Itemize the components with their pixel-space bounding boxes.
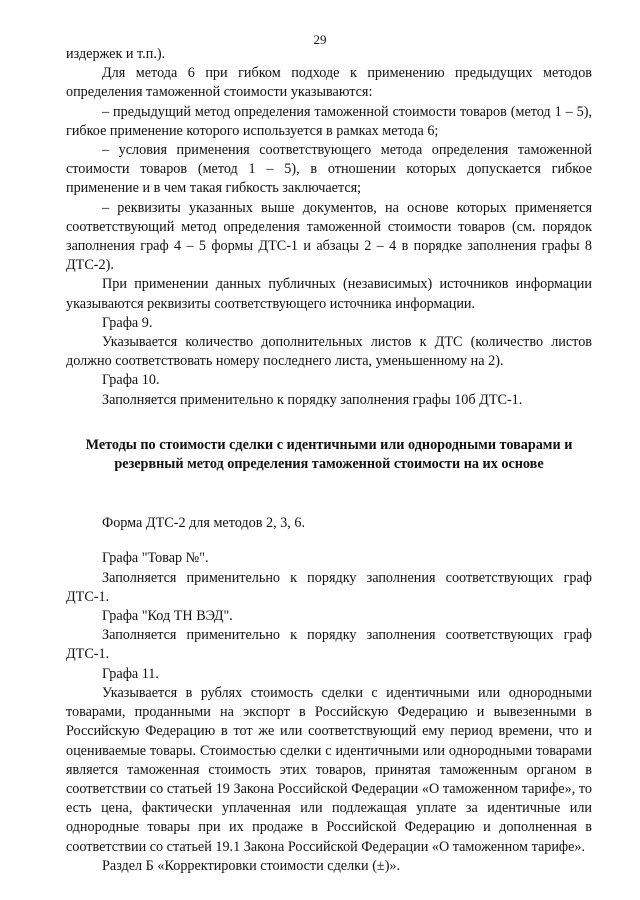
paragraph-field-9: Указывается количество дополнительных листов к ДТС (количество листов должно соответствовать номеру последнего листа, уменьшенному на 2). xyxy=(66,334,592,370)
paragraph-method-6: Для метода 6 при гибком подходе к применению предыдущих методов определения таможенной стоимости указываются: xyxy=(66,65,592,101)
paragraph-tn-ved: Заполняется применительно к порядку заполнения соответствующих граф ДТС-1. xyxy=(66,627,592,663)
field-heading-tn-ved: Графа "Код ТН ВЭД". xyxy=(102,608,233,625)
list-item-requisites: – реквизиты указанных выше документов, на основе которых применяется соответствующий метод определения таможенной стоимости товаров (см. порядок заполнения граф 4 – 5 формы ДТС-1 и абзацы 2 – 4 в порядке заполнения графы 8 ДТС-2). xyxy=(66,199,592,274)
form-line: Форма ДТС-2 для методов 2, 3, 6. xyxy=(102,515,305,532)
field-heading-goods-no: Графа "Товар №". xyxy=(102,550,209,567)
paragraph-field-11: Указывается в рублях стоимость сделки с идентичными или однородными товарами, проданными на экспорт в Российскую Федерацию и вывезенными в Российскую Федерацию в тот же или соответствующий ему период времени, что и оцениваемые товары. Стоимостью сделки с идентичными или однородными товарами является таможенная стоимость этих товаров, принятая таможенным органом в соответствии со статьей 19 Закона Российской Федерации «О таможенном тарифе», то есть цена, фактически уплаченная или подлежащая уплате за идентичные или однородные товары при их продаже в Российской Федерацию и дополненная в соответствии со статьей 19.1 Закона Российской Федерации «О таможенном тарифе». xyxy=(66,684,592,855)
field-heading-9: Графа 9. xyxy=(102,314,153,331)
field-heading-10: Графа 10. xyxy=(102,372,160,389)
field-heading-11: Графа 11. xyxy=(102,665,159,682)
list-item-previous-method: – предыдущий метод определения таможенной стоимости товаров (метод 1 – 5), гибкое применение которого используется в рамках метода 6; xyxy=(66,103,592,139)
paragraph-field-10: Заполняется применительно к порядку заполнения графы 10б ДТС-1. xyxy=(102,391,523,408)
paragraph-continuation: издержек и т.п.). xyxy=(66,46,166,62)
paragraph-public-sources: При применении данных публичных (независимых) источников информации указываются реквизиты соответствующего источника информации. xyxy=(66,276,592,312)
page-number: 29 xyxy=(313,32,327,47)
document-body xyxy=(66,45,592,876)
section-heading: Методы по стоимости сделки с идентичными или однородными товарами и резервный метод определения таможенной стоимости на их основе xyxy=(85,436,573,473)
section-b-title: Раздел Б «Корректировки стоимости сделки (±)». xyxy=(102,857,401,874)
paragraph-goods-no: Заполняется применительно к порядку заполнения соответствующих граф ДТС-1. xyxy=(66,569,592,605)
list-item-conditions: – условия применения соответствующего метода определения таможенной стоимости товаров (метод 1 – 5), в отношении которых допускается гибкое применение и в чем такая гибкость заключается; xyxy=(66,142,592,197)
